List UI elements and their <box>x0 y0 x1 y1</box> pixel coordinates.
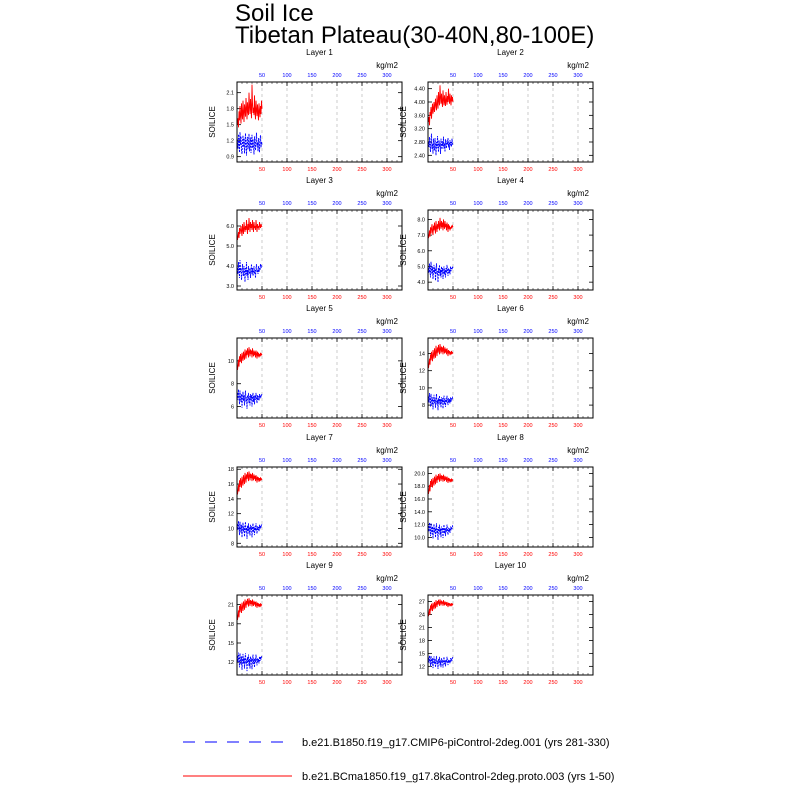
y-tick-label: 18 <box>227 467 234 474</box>
x-tick-label-top: 200 <box>523 586 533 592</box>
x-tick-label-top: 200 <box>523 329 533 335</box>
x-tick-label-bottom: 200 <box>332 680 342 686</box>
y-tick-label: 5.0 <box>417 264 425 271</box>
x-tick-label-bottom: 250 <box>357 423 367 429</box>
y-tick-label: 10 <box>227 358 234 365</box>
y-tick-label: 14 <box>418 351 425 358</box>
y-tick-label: 1.8 <box>226 106 234 113</box>
y-tick-label: 16 <box>227 482 234 489</box>
x-tick-label-bottom: 250 <box>548 167 558 173</box>
x-tick-label-top: 200 <box>523 201 533 207</box>
y-tick-label: 3.0 <box>226 284 234 290</box>
panel-title: Layer 1 <box>306 48 333 57</box>
panel-title: Layer 6 <box>497 304 524 313</box>
legend-label-picontrol: b.e21.B1850.f19_g17.CMIP6-piControl-2deg.001 (yrs 281-330) <box>302 737 610 749</box>
series-line-8kacontrol <box>429 344 454 368</box>
x-tick-label-top: 300 <box>573 329 583 335</box>
series-line-8kacontrol <box>238 85 263 128</box>
series-line-8kacontrol <box>429 473 454 493</box>
x-tick-label-bottom: 150 <box>498 423 508 429</box>
y-axis-label: SOILICE <box>399 491 408 523</box>
x-tick-label-bottom: 250 <box>357 552 367 558</box>
x-tick-label-top: 250 <box>357 586 367 592</box>
x-tick-label-top: 200 <box>332 201 342 207</box>
x-tick-label-bottom: 300 <box>382 552 392 558</box>
y-tick-label: 27 <box>418 599 425 606</box>
y-tick-label: 12 <box>418 664 425 671</box>
y-axis-label: SOILICE <box>208 362 217 394</box>
y-axis-label: SOILICE <box>399 362 408 394</box>
y-tick-label: 10 <box>418 385 425 392</box>
y-tick-label: 10.0 <box>414 535 425 542</box>
x-tick-label-bottom: 250 <box>357 295 367 301</box>
panel-layer-9 <box>208 561 402 686</box>
x-tick-label-bottom: 100 <box>282 295 292 301</box>
x-tick-label-bottom: 250 <box>548 552 558 558</box>
x-tick-label-top: 100 <box>282 73 292 79</box>
x-tick-label-top: 100 <box>473 329 483 335</box>
x-tick-label-top: 250 <box>357 458 367 464</box>
x-tick-label-bottom: 300 <box>573 552 583 558</box>
x-tick-label-bottom: 300 <box>382 423 392 429</box>
y-tick-label: 4.00 <box>414 100 425 106</box>
y-tick-label: 4.0 <box>417 280 425 287</box>
y-tick-label: 1.5 <box>226 122 234 129</box>
y-tick-label: 21 <box>418 625 425 632</box>
y-tick-label: 2.1 <box>226 90 234 97</box>
panel-title: Layer 3 <box>306 176 333 185</box>
x-tick-label-bottom: 50 <box>449 167 457 173</box>
y-tick-label: 14.0 <box>414 509 425 516</box>
x-tick-label-top: 50 <box>258 73 266 79</box>
x-tick-label-top: 150 <box>307 73 317 79</box>
series-line-picontrol <box>429 262 454 282</box>
y-tick-label: 5.0 <box>226 244 234 250</box>
y-tick-label: 8 <box>230 541 234 548</box>
series-line-8kacontrol <box>238 598 263 620</box>
x-tick-label-top: 100 <box>282 329 292 335</box>
y-tick-label: 14 <box>227 496 234 503</box>
x-tick-label-top: 150 <box>498 329 508 335</box>
y-tick-label: 10 <box>227 526 234 533</box>
y-tick-label: 20.0 <box>414 471 425 478</box>
x-tick-label-bottom: 200 <box>332 167 342 173</box>
x-tick-label-bottom: 50 <box>258 167 266 173</box>
x-tick-label-bottom: 100 <box>282 680 292 686</box>
x-tick-label-bottom: 200 <box>523 680 533 686</box>
x-tick-label-bottom: 150 <box>307 167 317 173</box>
y-tick-label: 0.9 <box>226 154 234 161</box>
x-tick-label-top: 50 <box>258 458 266 464</box>
y-tick-label: 18 <box>418 638 425 645</box>
panel-layer-3 <box>208 176 402 301</box>
panel-title: Layer 2 <box>497 48 524 57</box>
x-tick-label-bottom: 300 <box>573 423 583 429</box>
x-tick-label-top: 300 <box>573 586 583 592</box>
y-axis-label: SOILICE <box>399 619 408 651</box>
panel-layer-1 <box>208 48 402 173</box>
x-tick-label-top: 250 <box>357 329 367 335</box>
x-tick-label-top: 300 <box>573 458 583 464</box>
y-tick-label: 24 <box>418 612 425 619</box>
legend-label-8kacontrol: b.e21.BCma1850.f19_g17.8kaControl-2deg.proto.003 (yrs 1-50) <box>302 771 615 783</box>
x-tick-label-bottom: 150 <box>498 552 508 558</box>
y-tick-label: 8 <box>230 381 234 388</box>
x-tick-label-top: 50 <box>449 458 457 464</box>
panel-layer-10 <box>399 561 593 686</box>
series-line-picontrol <box>238 132 263 155</box>
units-label: kg/m2 <box>567 317 589 326</box>
units-label: kg/m2 <box>567 446 589 455</box>
x-tick-label-top: 250 <box>548 458 558 464</box>
panel-title: Layer 10 <box>494 561 527 570</box>
x-tick-label-bottom: 300 <box>573 167 583 173</box>
panel-layer-8 <box>399 433 593 558</box>
y-tick-label: 8.0 <box>417 217 425 224</box>
x-tick-label-top: 200 <box>332 329 342 335</box>
x-tick-label-top: 250 <box>357 201 367 207</box>
series-line-picontrol <box>429 656 454 669</box>
x-tick-label-top: 150 <box>498 201 508 207</box>
x-tick-label-top: 300 <box>573 73 583 79</box>
x-tick-label-bottom: 100 <box>282 552 292 558</box>
y-axis-label: SOILICE <box>208 106 217 138</box>
x-tick-label-bottom: 50 <box>258 295 266 301</box>
x-tick-label-bottom: 50 <box>258 423 266 429</box>
x-tick-label-top: 100 <box>473 201 483 207</box>
series-line-picontrol <box>429 134 454 156</box>
y-tick-label: 1.2 <box>226 138 234 145</box>
series-line-8kacontrol <box>238 347 263 370</box>
x-tick-label-bottom: 200 <box>523 423 533 429</box>
y-tick-label: 12 <box>418 368 425 375</box>
x-tick-label-top: 150 <box>307 201 317 207</box>
series-line-picontrol <box>238 653 263 672</box>
x-tick-label-bottom: 200 <box>332 295 342 301</box>
figure-subtitle: Tibetan Plateau(30-40N,80-100E) <box>235 22 595 49</box>
x-tick-label-bottom: 100 <box>473 423 483 429</box>
x-tick-label-top: 200 <box>523 458 533 464</box>
y-tick-label: 12 <box>227 660 234 667</box>
y-tick-label: 15 <box>418 651 425 658</box>
units-label: kg/m2 <box>376 574 398 583</box>
x-tick-label-top: 50 <box>258 201 266 207</box>
panel-title: Layer 4 <box>497 176 524 185</box>
x-tick-label-top: 300 <box>573 201 583 207</box>
x-tick-label-bottom: 250 <box>548 423 558 429</box>
y-tick-label: 6 <box>230 404 234 411</box>
x-tick-label-bottom: 100 <box>473 167 483 173</box>
x-tick-label-top: 150 <box>498 586 508 592</box>
x-tick-label-bottom: 100 <box>473 680 483 686</box>
figure-title: Soil Ice <box>235 0 314 27</box>
units-label: kg/m2 <box>567 574 589 583</box>
x-tick-label-bottom: 300 <box>382 295 392 301</box>
x-tick-label-top: 300 <box>382 458 392 464</box>
x-tick-label-bottom: 250 <box>357 680 367 686</box>
x-tick-label-top: 200 <box>332 458 342 464</box>
x-tick-label-bottom: 100 <box>473 295 483 301</box>
y-tick-label: 16.0 <box>414 497 425 503</box>
x-tick-label-bottom: 50 <box>449 552 457 558</box>
x-tick-label-top: 300 <box>382 329 392 335</box>
x-tick-label-top: 150 <box>307 329 317 335</box>
x-tick-label-top: 50 <box>449 586 457 592</box>
x-tick-label-top: 50 <box>258 329 266 335</box>
x-tick-label-top: 100 <box>282 586 292 592</box>
x-tick-label-top: 300 <box>382 73 392 79</box>
x-tick-label-bottom: 200 <box>523 167 533 173</box>
y-tick-label: 2.80 <box>414 140 425 146</box>
units-label: kg/m2 <box>567 61 589 70</box>
y-tick-label: 7.0 <box>417 233 425 240</box>
series-line-picontrol <box>238 389 263 408</box>
x-tick-label-bottom: 50 <box>258 680 266 686</box>
x-tick-label-bottom: 200 <box>523 295 533 301</box>
series-line-8kacontrol <box>238 218 263 240</box>
x-tick-label-top: 150 <box>498 458 508 464</box>
y-tick-label: 12.0 <box>414 522 425 529</box>
units-label: kg/m2 <box>567 189 589 198</box>
y-axis-label: SOILICE <box>208 491 217 523</box>
x-tick-label-top: 250 <box>357 73 367 79</box>
x-tick-label-top: 200 <box>332 73 342 79</box>
units-label: kg/m2 <box>376 317 398 326</box>
x-tick-label-bottom: 200 <box>332 552 342 558</box>
x-tick-label-bottom: 150 <box>307 423 317 429</box>
x-tick-label-top: 300 <box>382 586 392 592</box>
y-tick-label: 4.40 <box>414 86 425 93</box>
x-tick-label-top: 300 <box>382 201 392 207</box>
y-tick-label: 2.40 <box>414 153 425 160</box>
panel-title: Layer 9 <box>306 561 333 570</box>
y-tick-label: 15 <box>227 641 234 647</box>
x-tick-label-bottom: 50 <box>449 423 457 429</box>
panel-title: Layer 5 <box>306 304 333 313</box>
x-tick-label-bottom: 150 <box>498 680 508 686</box>
panel-title: Layer 7 <box>306 433 333 442</box>
panel-layer-2 <box>399 48 593 173</box>
x-tick-label-bottom: 250 <box>548 295 558 301</box>
x-tick-label-top: 250 <box>548 586 558 592</box>
x-tick-label-bottom: 150 <box>307 552 317 558</box>
series-line-8kacontrol <box>238 471 263 494</box>
x-tick-label-bottom: 250 <box>357 167 367 173</box>
x-tick-label-bottom: 200 <box>523 552 533 558</box>
series-line-picontrol <box>238 260 263 282</box>
x-tick-label-bottom: 150 <box>498 295 508 301</box>
panel-layer-7 <box>208 433 402 558</box>
y-tick-label: 3.60 <box>414 113 425 120</box>
panel-layer-6 <box>399 304 593 429</box>
y-axis-label: SOILICE <box>208 234 217 266</box>
x-tick-label-bottom: 150 <box>498 167 508 173</box>
legend <box>183 737 614 783</box>
series-line-8kacontrol <box>429 599 454 616</box>
y-axis-label: SOILICE <box>208 619 217 651</box>
x-tick-label-top: 250 <box>548 201 558 207</box>
x-tick-label-bottom: 200 <box>332 423 342 429</box>
series-line-8kacontrol <box>429 85 454 125</box>
y-tick-label: 6.0 <box>226 224 234 230</box>
x-tick-label-bottom: 50 <box>449 295 457 301</box>
x-tick-label-bottom: 50 <box>449 680 457 686</box>
y-tick-label: 8 <box>421 403 425 410</box>
panel-layer-4 <box>399 176 593 301</box>
x-tick-label-bottom: 100 <box>473 552 483 558</box>
series-line-picontrol <box>429 523 454 540</box>
x-tick-label-top: 100 <box>473 458 483 464</box>
x-tick-label-top: 50 <box>449 73 457 79</box>
x-tick-label-top: 100 <box>282 201 292 207</box>
series-line-picontrol <box>429 393 454 410</box>
x-tick-label-top: 250 <box>548 73 558 79</box>
x-tick-label-top: 100 <box>282 458 292 464</box>
y-tick-label: 18 <box>227 621 234 628</box>
x-tick-label-bottom: 300 <box>573 680 583 686</box>
series-line-8kacontrol <box>429 218 454 238</box>
y-tick-label: 3.20 <box>414 126 425 133</box>
units-label: kg/m2 <box>376 189 398 198</box>
units-label: kg/m2 <box>376 61 398 70</box>
x-tick-label-bottom: 100 <box>282 167 292 173</box>
y-tick-label: 21 <box>227 602 234 609</box>
y-axis-label: SOILICE <box>399 106 408 138</box>
y-tick-label: 6.0 <box>417 248 425 255</box>
x-tick-label-top: 200 <box>332 586 342 592</box>
x-tick-label-top: 50 <box>449 201 457 207</box>
x-tick-label-top: 150 <box>307 586 317 592</box>
y-tick-label: 18.0 <box>414 484 425 491</box>
y-tick-label: 4.0 <box>226 264 234 270</box>
x-tick-label-bottom: 50 <box>258 552 266 558</box>
x-tick-label-top: 250 <box>548 329 558 335</box>
x-tick-label-bottom: 300 <box>382 680 392 686</box>
x-tick-label-bottom: 250 <box>548 680 558 686</box>
x-tick-label-bottom: 100 <box>282 423 292 429</box>
panel-layer-5 <box>208 304 402 429</box>
x-tick-label-top: 50 <box>449 329 457 335</box>
series-line-picontrol <box>238 521 263 539</box>
x-tick-label-top: 150 <box>307 458 317 464</box>
x-tick-label-top: 50 <box>258 586 266 592</box>
x-tick-label-bottom: 150 <box>307 680 317 686</box>
x-tick-label-bottom: 300 <box>382 167 392 173</box>
y-tick-label: 12 <box>227 511 234 518</box>
x-tick-label-top: 200 <box>523 73 533 79</box>
y-axis-label: SOILICE <box>399 234 408 266</box>
units-label: kg/m2 <box>376 446 398 455</box>
x-tick-label-top: 150 <box>498 73 508 79</box>
panels-group <box>208 48 593 686</box>
x-tick-label-top: 100 <box>473 73 483 79</box>
x-tick-label-bottom: 150 <box>307 295 317 301</box>
panel-title: Layer 8 <box>497 433 524 442</box>
x-tick-label-bottom: 300 <box>573 295 583 301</box>
x-tick-label-top: 100 <box>473 586 483 592</box>
